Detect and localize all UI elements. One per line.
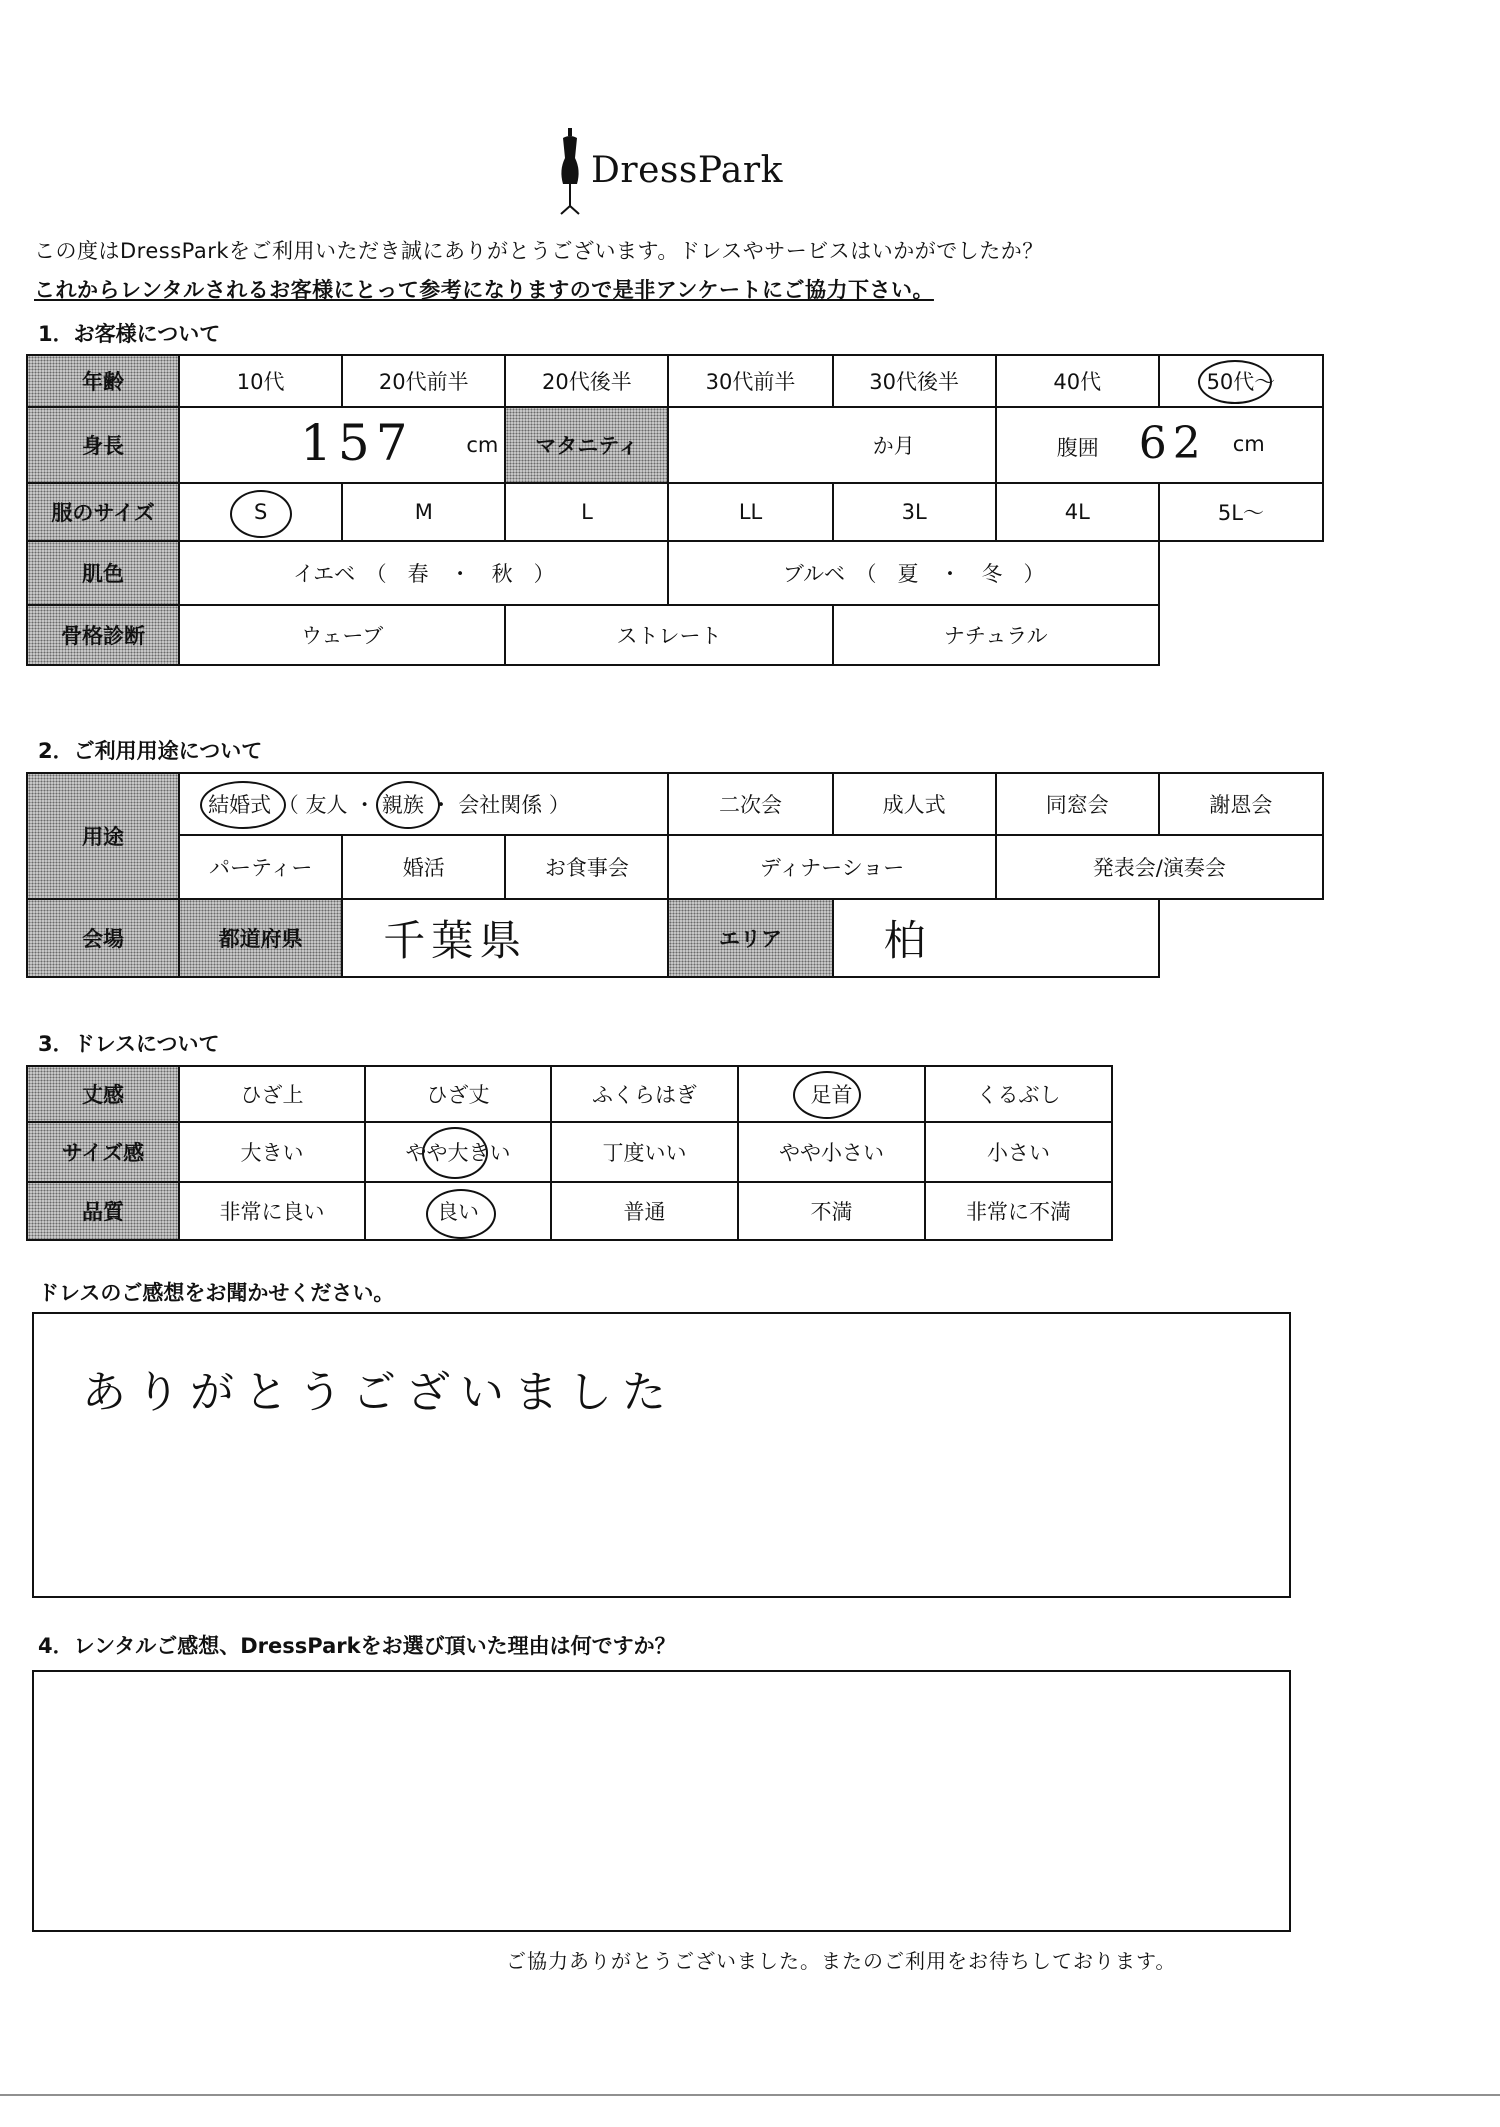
length-option[interactable]: ひざ上 xyxy=(179,1066,365,1122)
waist-unit: cm xyxy=(1232,432,1265,456)
brand-name: DressPark xyxy=(591,150,783,191)
height-unit: cm xyxy=(466,433,499,457)
customer-table xyxy=(26,354,1324,666)
waist-label: 腹囲 xyxy=(1056,436,1099,460)
size-option[interactable]: LL xyxy=(668,483,832,541)
wedding-separator: ・ xyxy=(354,793,376,817)
prefecture-field[interactable] xyxy=(342,899,668,977)
size-option[interactable]: 4L xyxy=(996,483,1159,541)
prefecture-value: 千葉県 xyxy=(383,916,528,965)
height-field[interactable] xyxy=(179,407,505,483)
usage-option[interactable]: 二次会 xyxy=(668,773,832,835)
usage-option[interactable]: 発表会/演奏会 xyxy=(996,835,1323,899)
impressions-answer: ありがとうございました xyxy=(82,1367,676,1418)
size-option[interactable]: 3L xyxy=(833,483,996,541)
skeleton-option[interactable]: ウェーブ xyxy=(179,605,505,665)
height-label: 身長 xyxy=(27,407,179,483)
intro-request: これからレンタルされるお客様にとって参考になりますので是非アンケートにご協力下さい。 xyxy=(34,278,934,302)
wedding-main-label: 結婚式 xyxy=(208,793,272,817)
fit-option[interactable]: やや小さい xyxy=(738,1122,925,1182)
size-option[interactable]: M xyxy=(342,483,505,541)
section2-title: 2．ご利用用途について xyxy=(38,739,263,763)
skeleton-option[interactable]: ナチュラル xyxy=(833,605,1159,665)
fit-option[interactable]: 小さい xyxy=(925,1122,1112,1182)
length-option[interactable]: ふくらはぎ xyxy=(551,1066,738,1122)
closing-message: ご協力ありがとうございました。またのご利用をお待ちしております。 xyxy=(506,1949,1177,1973)
quality-option[interactable]: 普通 xyxy=(551,1182,738,1240)
usage-option[interactable]: 成人式 xyxy=(833,773,996,835)
skin-yellow-base[interactable]: イエベ （ 春 ・ 秋 ） xyxy=(179,541,668,605)
scan-line xyxy=(0,2094,1500,2096)
usage-option[interactable]: お食事会 xyxy=(505,835,668,899)
wedding-close: ） xyxy=(548,793,570,817)
fit-option[interactable]: 丁度いい xyxy=(551,1122,738,1182)
quality-option[interactable]: 非常に良い xyxy=(179,1182,365,1240)
skeleton-option[interactable]: ストレート xyxy=(505,605,832,665)
age-option[interactable]: 20代前半 xyxy=(342,355,505,407)
size-option[interactable]: L xyxy=(505,483,668,541)
usage-table xyxy=(26,772,1324,978)
waist-value: 62 xyxy=(1138,418,1207,469)
length-option[interactable]: ひざ丈 xyxy=(365,1066,551,1122)
section4-title: 4．レンタルご感想、DressParkをお選び頂いた理由は何ですか？ xyxy=(38,1634,676,1658)
wedding-open: （ xyxy=(277,793,299,817)
usage-option[interactable]: パーティー xyxy=(179,835,342,899)
height-value: 157 xyxy=(300,414,414,472)
size-option-selected[interactable] xyxy=(179,483,342,541)
length-option-selected[interactable] xyxy=(738,1066,925,1122)
dress-form-icon xyxy=(555,128,585,218)
wedding-family xyxy=(382,793,431,817)
age-option-label: 50代〜 xyxy=(1206,370,1276,394)
age-label: 年齢 xyxy=(27,355,179,407)
usage-option[interactable]: 同窓会 xyxy=(996,773,1159,835)
usage-option[interactable]: 婚活 xyxy=(342,835,505,899)
quality-option-selected[interactable] xyxy=(365,1182,551,1240)
maternity-months-field[interactable] xyxy=(668,407,995,483)
intro-text: この度はDressParkをご利用いただき誠にありがとうございます。ドレスやサービスはいかがでしたか？ xyxy=(34,239,1044,263)
section4-textarea[interactable] xyxy=(32,1670,1291,1932)
age-option[interactable]: 30代前半 xyxy=(668,355,832,407)
quality-option-label: 良い xyxy=(437,1200,479,1224)
usage-option[interactable]: 謝恩会 xyxy=(1159,773,1323,835)
size-option-label: S xyxy=(254,500,268,524)
age-option[interactable]: 10代 xyxy=(179,355,342,407)
area-label: エリア xyxy=(668,899,832,977)
length-label: 丈感 xyxy=(27,1066,179,1122)
logo xyxy=(555,128,795,218)
area-value: 柏 xyxy=(883,916,932,965)
dress-table xyxy=(26,1065,1113,1241)
quality-option[interactable]: 不満 xyxy=(738,1182,925,1240)
months-unit: か月 xyxy=(872,434,915,458)
fit-label: サイズ感 xyxy=(27,1122,179,1182)
wedding-friend: 友人 xyxy=(305,793,348,817)
wedding-separator: ・ xyxy=(430,793,452,817)
wedding-family-label: 親族 xyxy=(381,793,424,817)
length-option-label: 足首 xyxy=(810,1083,853,1107)
wedding-main xyxy=(208,793,278,817)
maternity-label: マタニティ xyxy=(505,407,668,483)
wedding-company: 会社関係 xyxy=(458,793,543,817)
impressions-label: ドレスのご感想をお聞かせください。 xyxy=(38,1281,395,1305)
age-option[interactable]: 40代 xyxy=(996,355,1159,407)
section1-title: 1．お客様について xyxy=(38,322,221,346)
skeleton-label: 骨格診断 xyxy=(27,605,179,665)
size-option[interactable]: 5L〜 xyxy=(1159,483,1323,541)
wedding-option[interactable] xyxy=(179,773,668,835)
impressions-textarea[interactable] xyxy=(32,1312,1291,1598)
age-option-selected[interactable] xyxy=(1159,355,1323,407)
waist-field[interactable] xyxy=(996,407,1323,483)
quality-label: 品質 xyxy=(27,1182,179,1240)
fit-option[interactable]: 大きい xyxy=(179,1122,365,1182)
purpose-label: 用途 xyxy=(27,773,179,899)
fit-option-selected[interactable] xyxy=(365,1122,551,1182)
section3-title: 3．ドレスについて xyxy=(38,1032,220,1056)
fit-option-label: やや大きい xyxy=(405,1141,511,1165)
prefecture-label: 都道府県 xyxy=(179,899,342,977)
age-option[interactable]: 20代後半 xyxy=(505,355,668,407)
quality-option[interactable]: 非常に不満 xyxy=(925,1182,1112,1240)
size-label: 服のサイズ xyxy=(27,483,179,541)
skin-blue-base[interactable]: ブルベ （ 夏 ・ 冬 ） xyxy=(668,541,1158,605)
skin-label: 肌色 xyxy=(27,541,179,605)
area-field[interactable] xyxy=(833,899,1159,977)
usage-option[interactable]: ディナーショー xyxy=(668,835,995,899)
venue-label: 会場 xyxy=(27,899,179,977)
length-option[interactable]: くるぶし xyxy=(925,1066,1112,1122)
age-option[interactable]: 30代後半 xyxy=(833,355,996,407)
